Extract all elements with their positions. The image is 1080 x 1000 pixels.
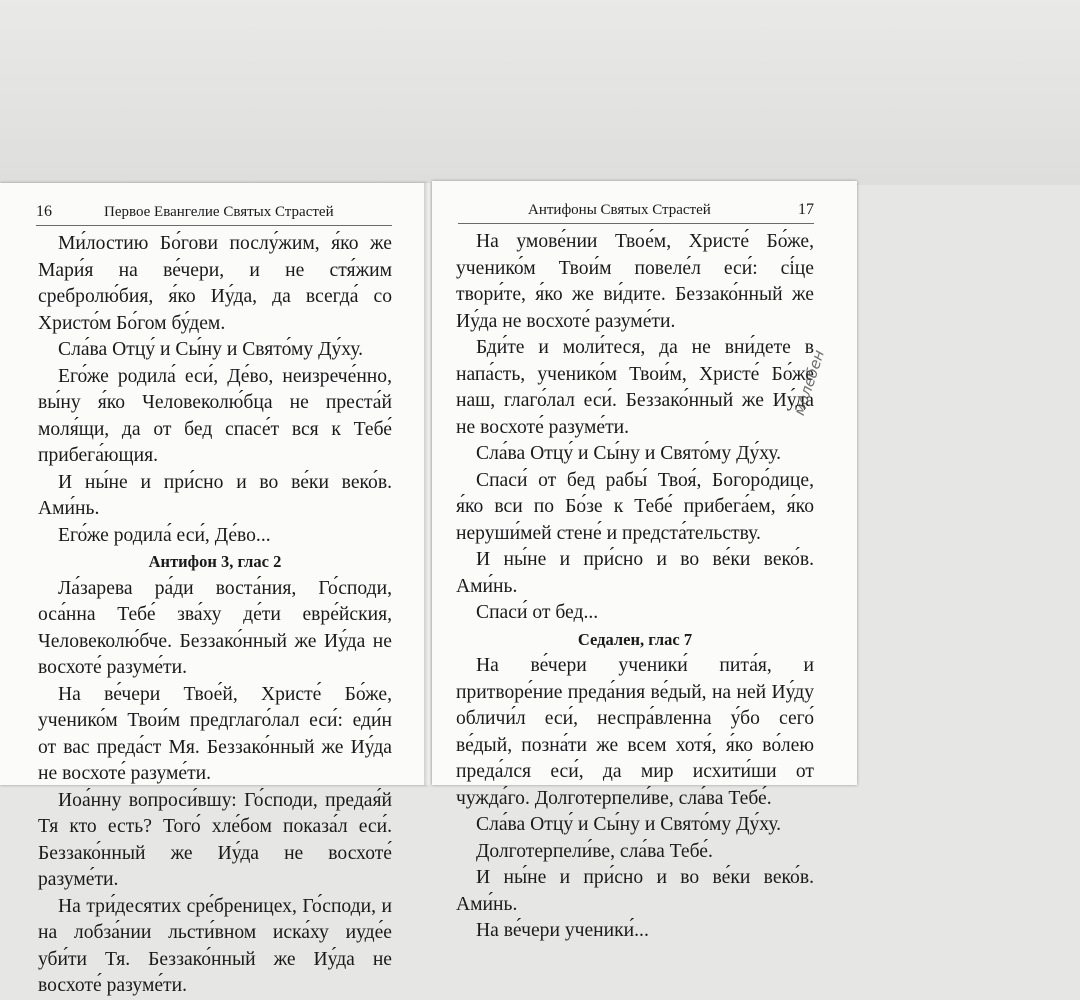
paragraph: На три́десятих сре́бреницех, Го́споди, и на лобза́нии льсти́вном иска́ху иуде́е уби́ти Тя. Беззако́нный же Иу́да не восхоте́ разуме́ти. — [38, 895, 392, 996]
paragraph: На умове́нии Твое́м, Христе́ Бо́же, ученико́м Твои́м повеле́л еси́: сі́це твори́те, я́ко же ви́дите. Беззако́нный же Иу́да не восхоте́ разуме́ти. — [456, 231, 814, 332]
paragraph: И ны́не и при́сно и во ве́ки веко́в. Ами́нь. — [38, 471, 392, 519]
right-page-body — [456, 229, 814, 945]
handwritten-note: молебен — [790, 347, 829, 418]
paragraph: Спаси́ от бед... — [476, 602, 599, 623]
paragraph: Его́же родила́ еси́, Де́во, неизрече́нно, вы́ну я́ко Человеколю́бца не преста́й моля́щи, да от бед спасе́т вся к Тебе́ прибега́ющия. — [38, 365, 392, 466]
section-heading: Седален, глас 7 — [577, 629, 693, 649]
paragraph: Ла́зарева ра́ди воста́ния, Го́споди, оса́нна Тебе́ зва́ху де́ти евре́йския, Человеколю́бче. Беззако́нный же Иу́да не восхоте́ разуме́ти. — [38, 577, 392, 678]
right-page-number: 17 — [798, 201, 814, 218]
paragraph: Иоа́нну вопроси́вшу: Го́споди, предая́й Тя кто есть? Того́ хле́бом показа́л еси́. Беззако́нный же Иу́да не восхоте́ разуме́ти. — [38, 789, 392, 890]
section-heading: Антифон 3, глас 2 — [148, 552, 282, 571]
scanner-background — [0, 0, 1080, 185]
paragraph: Его́же родила́ еси́, Де́во... — [58, 524, 271, 546]
paragraph: Бди́те и моли́теся, да не вни́дете в напа́сть, ученико́м Твои́м, Христе́ Бо́же наш, глаго́лал еси́. Беззако́нный же Иу́да не восхоте́ разуме́ти. — [456, 337, 814, 438]
paragraph: Долготерпели́ве, сла́ва Тебе́. — [476, 840, 713, 862]
right-page — [432, 181, 857, 941]
left-page-running-title: Первое Евангелие Святых Страстей — [104, 204, 334, 220]
left-page — [0, 183, 427, 996]
paragraph: И ны́не и при́сно и во ве́ки веко́в. Ами́нь. — [456, 549, 814, 597]
left-page-body — [38, 231, 392, 1000]
paragraph: Ми́лостию Бо́гови послу́жим, я́ко же Мари́я на ве́чери, и не стя́жим сребролю́бия, я́ко Иу́да, да всегда́ со Христо́м Бо́гом бу́дем. — [38, 233, 392, 334]
left-page-header — [36, 201, 392, 226]
paragraph: Сла́ва Отцу́ и Сы́ну и Свято́му Ду́ху. — [476, 443, 782, 464]
paragraph: На ве́чери ученики́... — [476, 920, 649, 941]
right-page-running-title: Антифоны Святых Страстей — [528, 202, 711, 218]
paragraph: На ве́чери ученики́ пита́я, и притворе́ние преда́ния ве́дый, на ней Иу́ду обличи́л еси́, неспра́вленна у́бо сего́ ве́дый, позна́ти же всем хотя́, я́ко во́лею преда́лся еси́, да мир исхити́ши от чужда́го. Долготерпели́ве, сла́ва Тебе́. — [456, 655, 814, 809]
paragraph: И ны́не и при́сно и во ве́ки веко́в. Ами́нь. — [456, 867, 814, 915]
paragraph: На ве́чери Твое́й, Христе́ Бо́же, ученико́м Твои́м предглаго́лал еси́: еди́н от вас преда́ст Мя. Беззако́нный же Иу́да не восхоте́ разуме́ти. — [38, 683, 392, 784]
right-page-header — [458, 199, 814, 224]
paragraph: Спаси́ от бед рабы́ Твоя́, Богоро́дице, я́ко вси по Бо́зе к Тебе́ прибега́ем, я́ко неруши́мей стене́ и предста́тельству. — [456, 469, 814, 544]
paragraph: Сла́ва Отцу́ и Сы́ну и Свято́му Ду́ху. — [58, 339, 364, 360]
left-page-number: 16 — [36, 203, 52, 220]
paragraph: Сла́ва Отцу́ и Сы́ну и Свято́му Ду́ху. — [476, 814, 782, 835]
